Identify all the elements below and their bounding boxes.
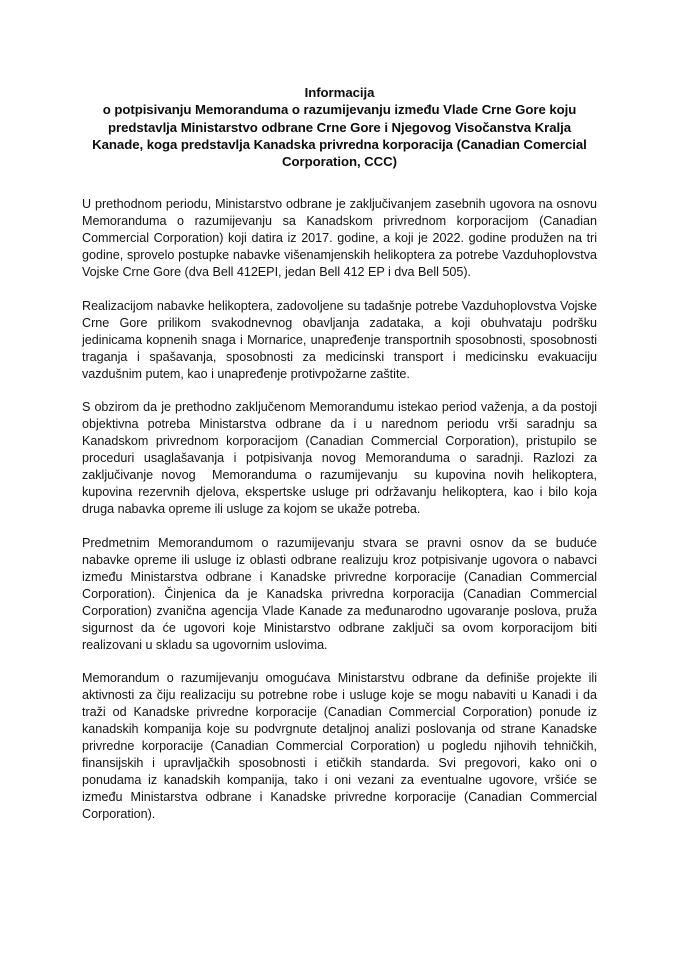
document-title [82, 84, 597, 170]
title-line-5: Corporation, CCC) [282, 154, 397, 170]
title-line-3: predstavlja Ministarstvo odbrane Crne Gore i Njegovog Visočanstva Kralja [108, 119, 571, 135]
paragraph-5: Memorandum o razumijevanju omogućava Ministarstvu odbrane da definiše projekte ili aktivnosti za čiju realizaciju su potrebne robe i usluge koje se mogu nabaviti u Kanadi i da traži od Kanadske privredne korporacije (Canadian Commercial Corporation) ponude iz kanadskih kompanija koje su podvrgnute detaljnoj analizi poslovanja od strane Kanadske privredne korporacije (Canadian Commercial Corporation) u pogledu njihovih tehničkih, finansijskih i upravljačkih sposobnosti i etičkih standarda. Svi pregovori, kako oni o ponudama iz kanadskih kompanija, tako i oni vezani za eventualne ugovore, vršiće se između Ministarstva odbrane i Kanadske privredne korporacije (Canadian Commercial Corporation). [82, 671, 601, 822]
title-line-2: o potpisivanju Memoranduma o razumijevanju između Vlade Crne Gore koju [102, 102, 577, 118]
document-content [82, 84, 601, 823]
paragraph-3: S obzirom da je prethodno zaključenom Memorandumu istekao period važenja, a da postoji objektivna potreba Ministarstva odbrane da i u narednom periodu vrši saradnju sa Kanadskom privrednom korporacijom (Canadian Commercial Corporation), pristupilo se proceduri usaglašavanja i potpisivanja novog Memoranduma o saradnji. Razlozi za zaključivanje novog Memoranduma o razumijevanju su kupovina novih helikoptera, kupovina rezervnih djelova, ekspertske usluge pri održavanju helikoptera, kao i bilo koja druga nabavka opreme ili usluge za kojom se ukaže potreba. [82, 400, 601, 517]
document-body [82, 196, 601, 823]
title-line-4: Kanade, koga predstavlja Kanadska privredna korporacija (Canadian Comercial [92, 136, 587, 152]
paragraph-4: Predmetnim Memorandumom o razumijevanju stvara se pravni osnov da se buduće nabavke opreme ili usluge iz oblasti odbrane realizuju kroz potpisivanje ugovora o nabavci između Ministarstva odbrane i Kanadske privredne korporacije (Canadian Commercial Corporation). Činjenica da je Kanadska privredna korporacija (Canadian Commercial Corporation) zvanična agencija Vlade Kanade za međunarodno ugovaranje poslova, pruža sigurnost da će ugovori koje Ministarstvo odbrane zaključi sa ovom korporacijom biti realizovani u skladu sa ugovornim uslovima. [82, 535, 601, 652]
paragraph-2: Realizacijom nabavke helikoptera, zadovoljene su tadašnje potrebe Vazduhoplovstva Vojske Crne Gore prilikom svakodnevnog obavljanja zadataka, a koji obuhvataju podršku jedinicama kopnenih snaga i Mornarice, unapređenje transportnih sposobnosti, sposobnosti traganja i spašavanja, sposobnosti za medicinski transport i medicinsku evakuaciju vazdušnim putem, kao i unapređenje protivpožarne zaštite. [82, 298, 601, 381]
paragraph-1: U prethodnom periodu, Ministarstvo odbrane je zaključivanjem zasebnih ugovora na osnovu Memoranduma o razumijevanju sa Kanadskom privrednom korporacijom (Canadian Commercial Corporation) koji datira iz 2017. godine, a koji je 2022. godine produžen na tri godine, sprovelo postupke nabavke višenamjenskih helikoptera za potrebe Vazduhoplovstva Vojske Crne Gore (dva Bell 412EPI, jedan Bell 412 EP i dva Bell 505). [82, 197, 601, 280]
title-line-1: Informacija [304, 85, 375, 100]
